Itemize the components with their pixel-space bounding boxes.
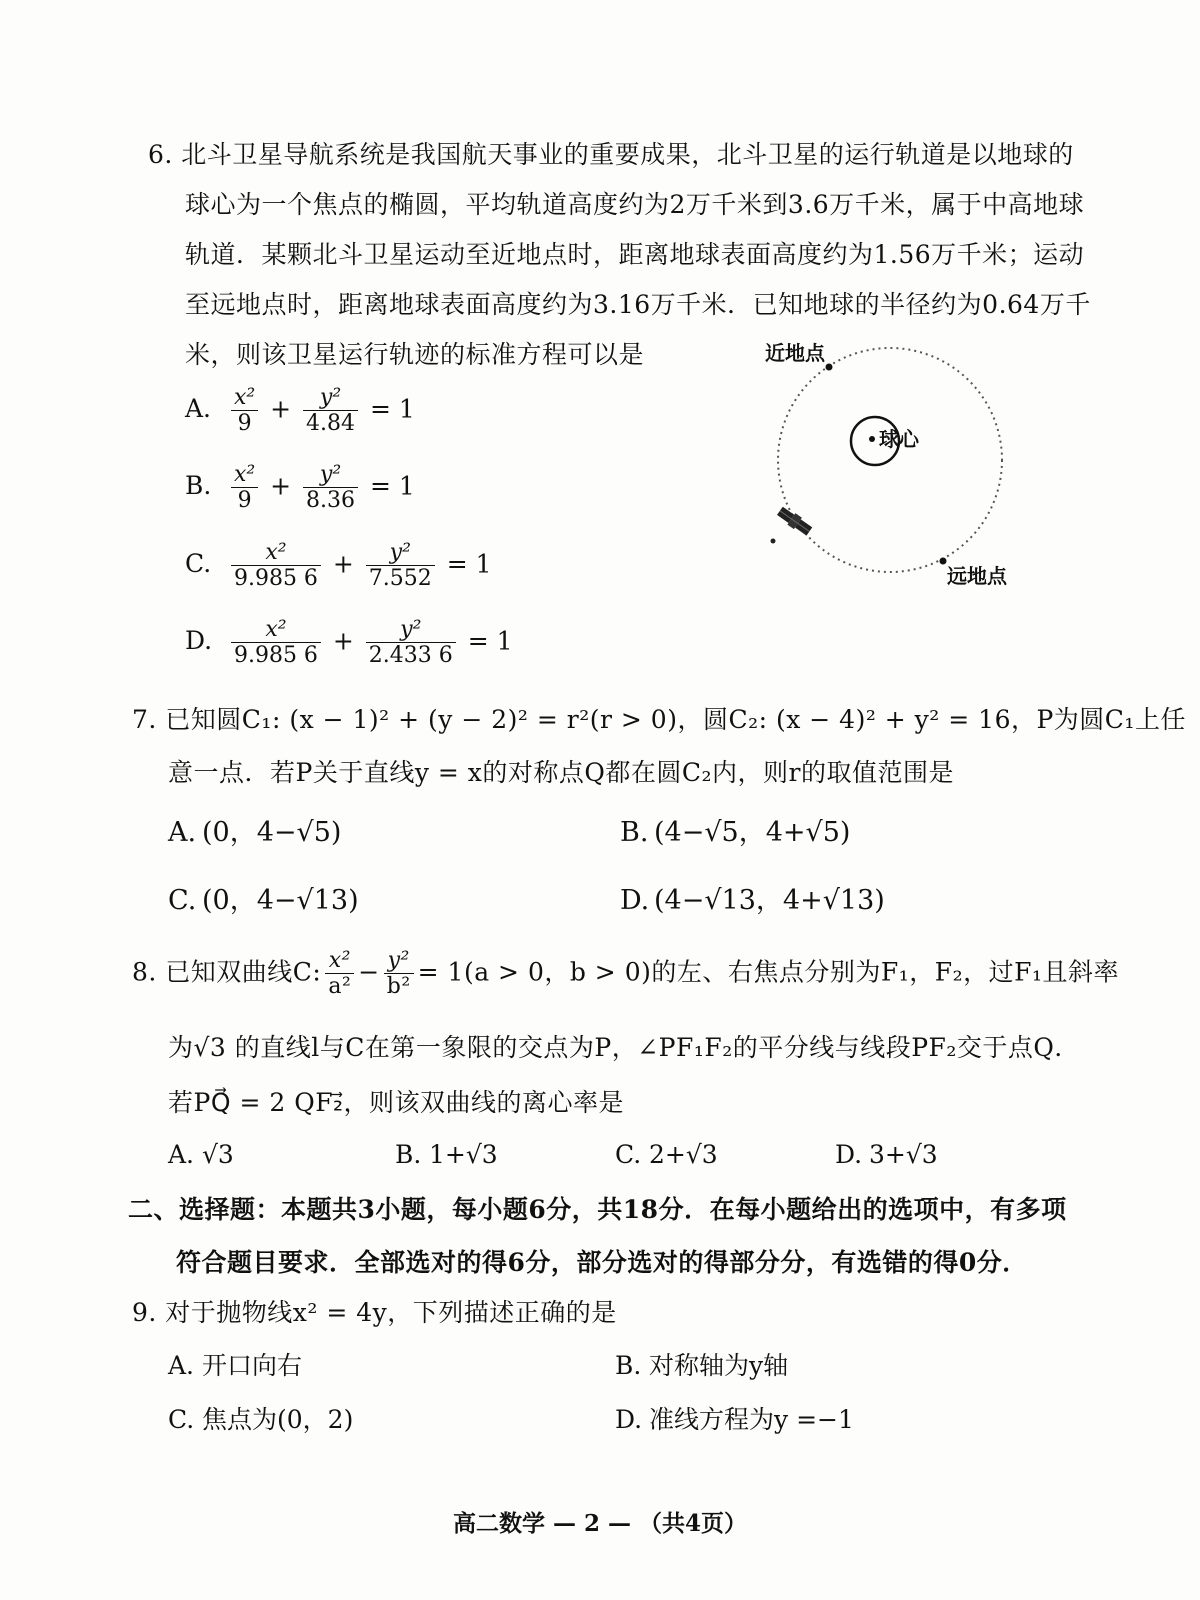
denominator: 9.985 6 — [233, 566, 318, 592]
section-2-heading: 二、选择题：本题共3小题，每小题6分，共18分．在每小题给出的选项中，有多项 — [128, 1195, 1067, 1224]
option-label: A. — [168, 1351, 195, 1380]
denominator: b² — [386, 974, 411, 1000]
option-text: 1+√3 — [429, 1140, 498, 1169]
q9-option-c[interactable] — [168, 1400, 353, 1436]
numerator: x² — [231, 617, 321, 643]
q8-line-1-prefix: 8. 已知双曲线C: — [132, 957, 322, 987]
option-text: 3+√3 — [869, 1140, 938, 1169]
option-text: 焦点为(0，2) — [202, 1405, 354, 1434]
option-text: (0，4−√13) — [202, 885, 359, 916]
option-label: B. — [395, 1140, 422, 1169]
denominator: a² — [328, 974, 352, 1000]
option-label: B. — [185, 471, 212, 501]
q9-line: 9. 对于抛物线x² = 4y，下列描述正确的是 — [132, 1298, 617, 1327]
q8-option-d[interactable] — [835, 1140, 938, 1169]
q6-option-a[interactable] — [185, 385, 415, 437]
q6-option-c[interactable] — [185, 540, 492, 592]
earth-center-label: 球心 — [879, 427, 919, 451]
apogee-label: 远地点 — [947, 564, 1007, 588]
numerator: y² — [366, 540, 435, 566]
q9-option-d[interactable] — [615, 1400, 854, 1436]
option-text: 开口向右 — [202, 1351, 303, 1380]
q6-line-1: 6. 北斗卫星导航系统是我国航天事业的重要成果，北斗卫星的运行轨道是以地球的 — [148, 140, 1074, 169]
q6-option-d[interactable] — [185, 617, 513, 669]
q7-option-c[interactable] — [168, 878, 359, 917]
option-label: B. — [620, 817, 649, 848]
minus-sign: − — [358, 957, 380, 987]
option-label: D. — [620, 885, 650, 916]
plus-sign: + — [332, 549, 354, 579]
section-2-instructions: 符合题目要求．全部选对的得6分，部分选对的得部分分，有选错的得0分． — [176, 1248, 1028, 1277]
q6-line-5: 米，则该卫星运行轨迹的标准方程可以是 — [185, 340, 645, 369]
equation-rhs: = 1 — [467, 626, 513, 656]
option-text: 对称轴为y轴 — [649, 1351, 789, 1380]
plus-sign: + — [270, 394, 292, 424]
q8-line-1-suffix: = 1(a > 0，b > 0)的左、右焦点分别为F₁，F₂，过F₁且斜率 — [417, 957, 1119, 987]
perigee-dot — [826, 364, 833, 371]
equation-rhs: = 1 — [369, 471, 415, 501]
denominator: 2.433 6 — [368, 643, 453, 669]
option-text: 准线方程为y =−1 — [649, 1405, 854, 1434]
q8-line-1 — [132, 948, 1119, 1000]
q8-option-c[interactable] — [615, 1140, 718, 1169]
equation-rhs: = 1 — [369, 394, 415, 424]
q8-line-3: 若PQ⃗ = 2 QF₂⃗，则该双曲线的离心率是 — [168, 1088, 625, 1117]
numerator: x² — [231, 540, 321, 566]
q7-line-1: 7. 已知圆C₁: (x − 1)² + (y − 2)² = r²(r > 0)，圆C₂: (x − 4)² + y² = 16，P为圆C₁上任 — [132, 705, 1186, 734]
perigee-label: 近地点 — [765, 341, 825, 365]
q7-option-d[interactable] — [620, 878, 885, 917]
option-label: C. — [615, 1140, 642, 1169]
orbit-diagram — [755, 335, 1055, 605]
q7-line-2: 意一点．若P关于直线y = x的对称点Q都在圆C₂内，则r的取值范围是 — [168, 758, 954, 787]
option-label: A. — [185, 394, 212, 424]
equation-rhs: = 1 — [446, 549, 492, 579]
option-label: A. — [168, 817, 197, 848]
q8-option-a[interactable] — [168, 1140, 234, 1169]
option-text: √3 — [202, 1140, 234, 1169]
q8-option-b[interactable] — [395, 1140, 498, 1169]
denominator: 4.84 — [306, 411, 356, 437]
denominator: 8.36 — [306, 488, 356, 514]
numerator: y² — [366, 617, 456, 643]
plus-sign: + — [332, 626, 354, 656]
option-text: 2+√3 — [649, 1140, 718, 1169]
denominator: 9 — [237, 411, 252, 437]
q6-option-b[interactable] — [185, 462, 415, 514]
denominator: 9 — [237, 488, 252, 514]
option-label: B. — [615, 1351, 642, 1380]
satellite-icon — [776, 505, 814, 537]
denominator: 9.985 6 — [233, 643, 318, 669]
option-label: C. — [168, 885, 197, 916]
q8-line-2: 为√3 的直线l与C在第一象限的交点为P，∠PF₁F₂的平分线与线段PF₂交于点Q． — [168, 1033, 1080, 1062]
option-label: D. — [835, 1140, 863, 1169]
option-text: (0，4−√5) — [202, 817, 342, 848]
apogee-dot — [940, 558, 947, 565]
numerator: x² — [231, 385, 258, 411]
option-label: A. — [168, 1140, 195, 1169]
q9-option-a[interactable] — [168, 1346, 302, 1382]
q7-option-a[interactable] — [168, 810, 341, 849]
page-footer: 高二数学 — 2 — （共4页） — [452, 1510, 748, 1537]
q7-option-b[interactable] — [620, 810, 850, 849]
q6-line-4: 至远地点时，距离地球表面高度约为3.16万千米．已知地球的半径约为0.64万千 — [185, 290, 1091, 319]
q9-option-b[interactable] — [615, 1346, 788, 1382]
earth-center-dot — [869, 436, 875, 442]
numerator: y² — [303, 385, 358, 411]
option-label: C. — [185, 549, 212, 579]
debris-dot — [771, 539, 776, 544]
plus-sign: + — [270, 471, 292, 501]
option-label: C. — [168, 1405, 195, 1434]
numerator: y² — [384, 948, 414, 974]
option-label: D. — [185, 626, 213, 656]
option-label: D. — [615, 1405, 643, 1434]
numerator: x² — [325, 948, 354, 974]
q6-line-2: 球心为一个焦点的椭圆，平均轨道高度约为2万千米到3.6万千米，属于中高地球 — [185, 190, 1085, 219]
denominator: 7.552 — [368, 566, 432, 592]
option-text: (4−√5，4+√5) — [654, 817, 851, 848]
numerator: y² — [303, 462, 358, 488]
q6-line-3: 轨道．某颗北斗卫星运动至近地点时，距离地球表面高度约为1.56万千米；运动 — [185, 240, 1085, 269]
option-text: (4−√13，4+√13) — [654, 885, 885, 916]
numerator: x² — [231, 462, 258, 488]
